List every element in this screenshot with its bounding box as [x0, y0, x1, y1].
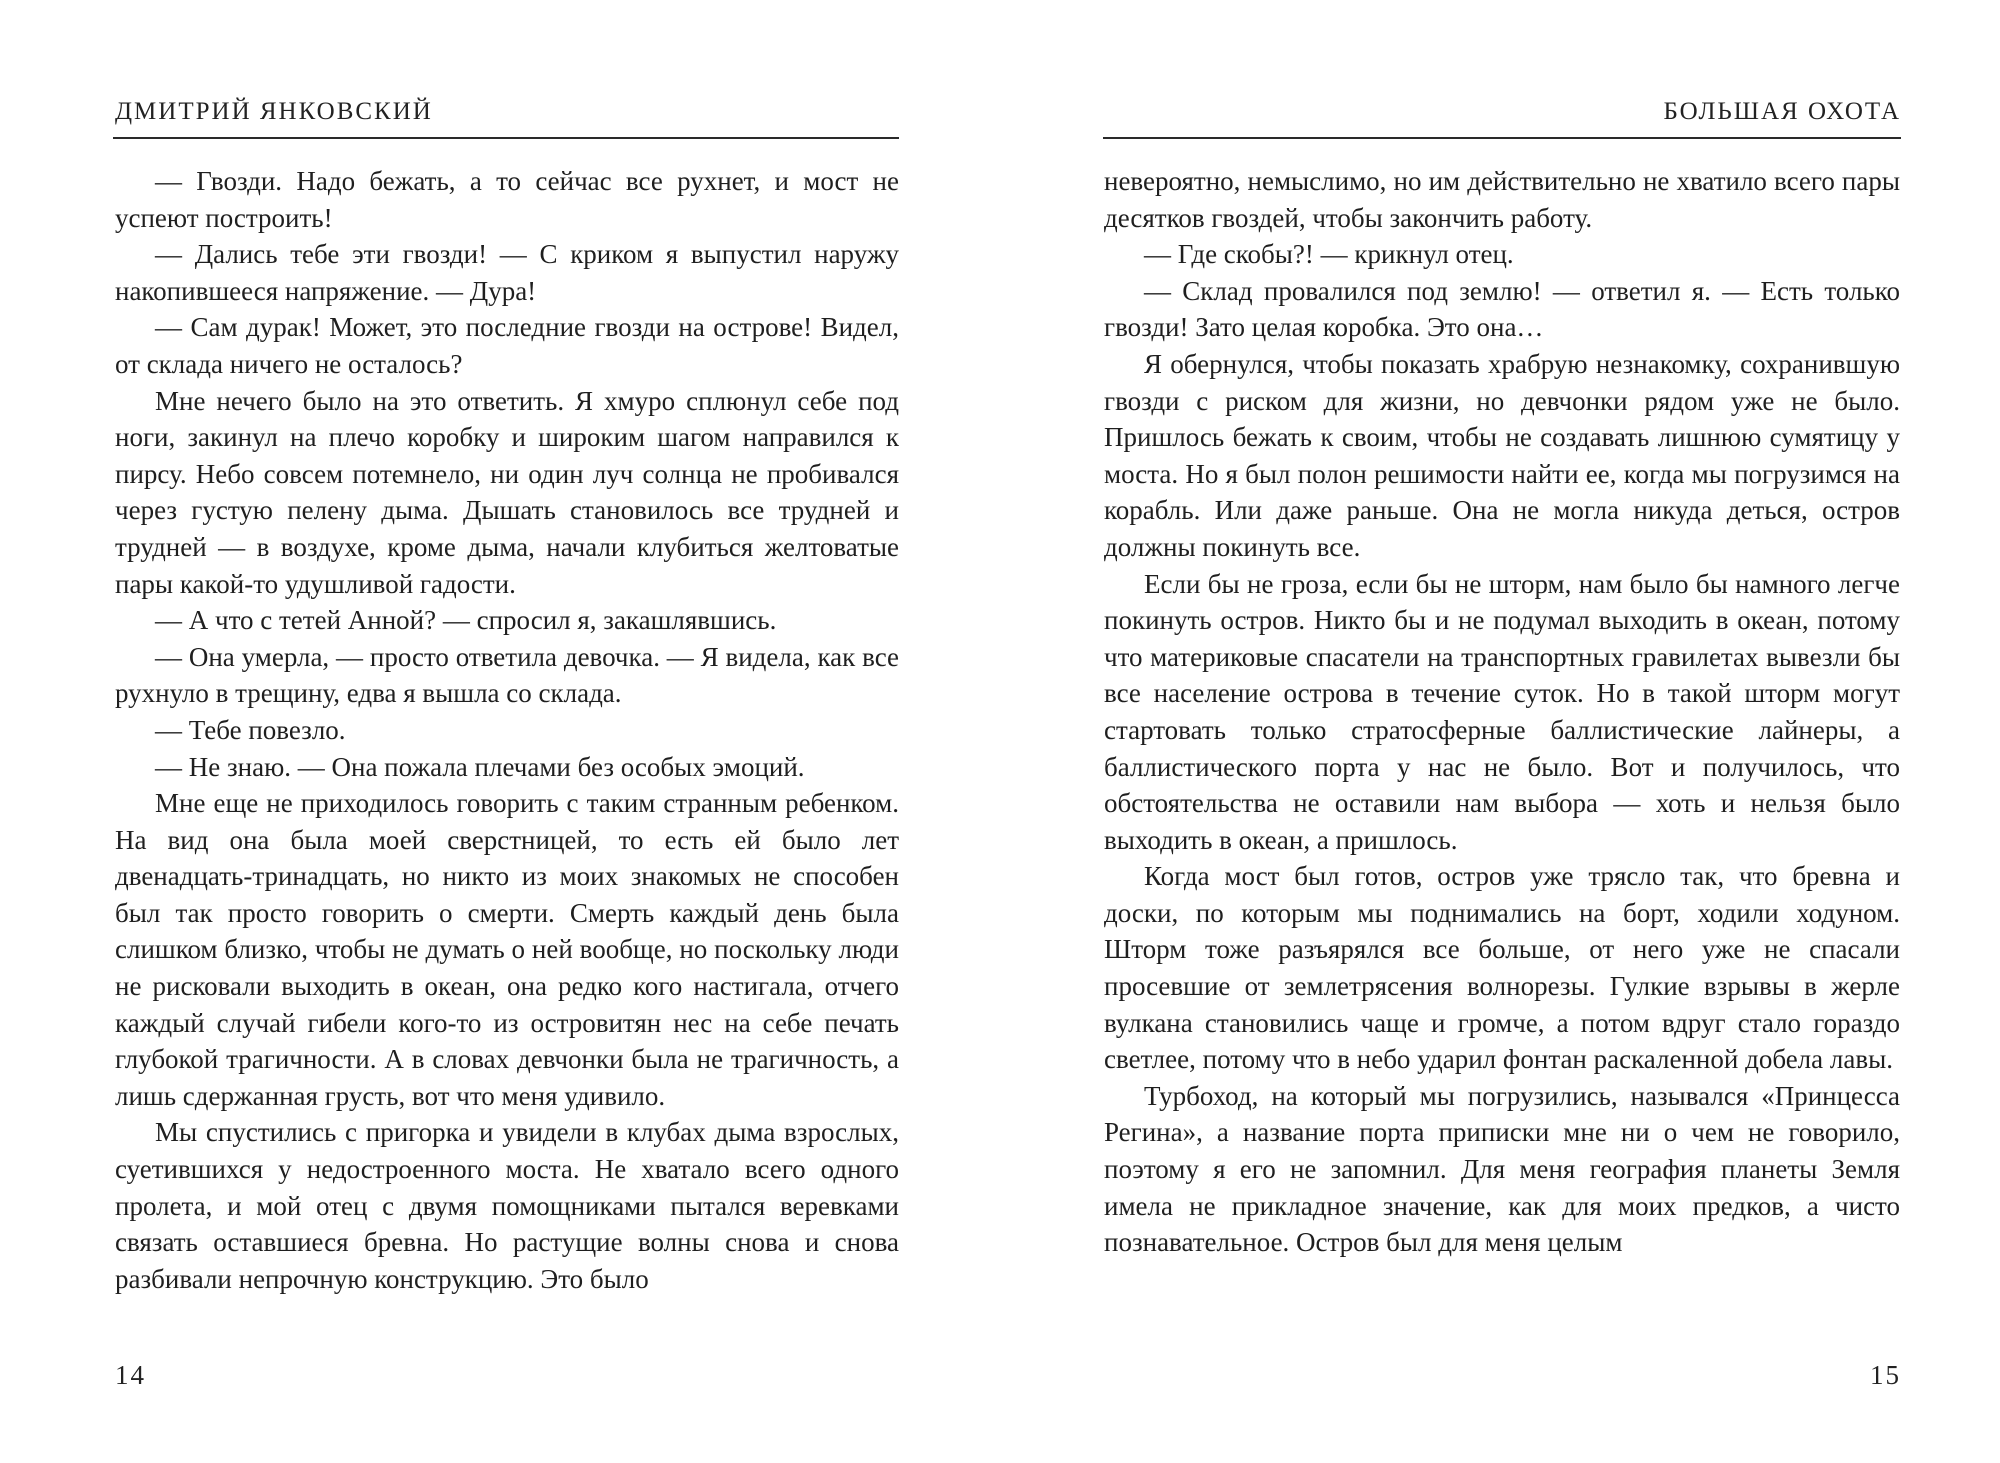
- right-page-text: [1104, 163, 1900, 1261]
- left-page-number: 14: [115, 1360, 146, 1390]
- right-header-rule: [1103, 137, 1901, 139]
- paragraph: Мы спустились с пригорка и увидели в клубах дыма взрослых, суетившихся у недостроенного моста. Не хватало всего одного пролета, и мой отец с двумя помощниками пытался веревками связать оставшиеся бревна. Но растущие волны снова и снова разбивали непрочную конструкцию. Это было: [115, 1117, 899, 1294]
- paragraph-continued: невероятно, немыслимо, но им действительно не хватило всего пары десятков гвоздей, чтобы закончить работу.: [1104, 166, 1900, 233]
- left-running-head: ДМИТРИЙ ЯНКОВСКИЙ: [115, 98, 433, 125]
- right-running-head: БОЛЬШАЯ ОХОТА: [1663, 98, 1901, 125]
- paragraph: — Тебе повезло.: [155, 714, 346, 745]
- paragraph: — Где скобы?! — крикнул отец.: [1144, 239, 1514, 270]
- paragraph: Если бы не гроза, если бы не шторм, нам было бы намного легче покинуть остров. Никто бы и не подумал выходить в океан, потому что материковые спасатели на транспортных гравилетах вывезли бы все население острова в течение суток. Но в такой шторм могут стартовать только стратосферные баллистические лайнеры, а баллистического порта у нас не было. Вот и получилось, что обстоятельства не оставили нам выбора — хоть и нельзя было выходить в океан, а пришлось.: [1104, 568, 1900, 855]
- paragraph: — Гвозди. Надо бежать, а то сейчас все рухнет, и мост не успеют построить!: [115, 166, 899, 233]
- right-page-number: 15: [1870, 1360, 1901, 1390]
- paragraph: Я обернулся, чтобы показать храбрую незнакомку, сохранившую гвозди с риском для жизни, но девчонки рядом уже не было. Пришлось бежать к своим, чтобы не создавать лишнюю сумятицу у моста. Но я был полон решимости найти ее, когда мы погрузимся на корабль. Или даже раньше. Она не могла никуда деться, остров должны покинуть все.: [1104, 348, 1900, 562]
- left-page-text: [115, 163, 899, 1297]
- right-page: [1000, 0, 2000, 1463]
- paragraph: — А что с тетей Анной? — спросил я, закашлявшись.: [155, 605, 777, 636]
- paragraph: Турбоход, на который мы погрузились, назывался «Принцесса Регина», а название порта приписки мне ни о чем не говорило, поэтому я его не запомнил. Для меня география планеты Земля имела не прикладное значение, как для моих предков, а чисто познавательное. Остров был для меня целым: [1104, 1080, 1900, 1258]
- paragraph: Когда мост был готов, остров уже трясло так, что бревна и доски, по которым мы поднимались на борт, ходили ходуном. Шторм тоже разъярялся все больше, от него уже не спасали просевшие от землетрясения волнорезы. Гулкие взрывы в жерле вулкана становились чаще и громче, а потом вдруг стало гораздо светлее, потому что в небо ударил фонтан раскаленной добела лавы.: [1104, 861, 1900, 1075]
- paragraph: — Она умерла, — просто ответила девочка. — Я видела, как все рухнуло в трещину, едва я вышла со склада.: [115, 641, 899, 709]
- paragraph: — Склад провалился под землю! — ответил я. — Есть только гвозди! Зато целая коробка. Это она…: [1104, 275, 1900, 343]
- paragraph: Мне еще не приходилось говорить с таким странным ребенком. На вид она была моей сверстницей, то есть ей было лет двенадцать-тринадцать, но никто из моих знакомых не способен был так просто говорить о смерти. Смерть каждый день была слишком близко, чтобы не думать о ней вообще, но поскольку люди не рисковали выходить в океан, она редко кого настигала, отчего каждый случай гибели кого-то из островитян нес на себе печать глубокой трагичности. А в словах девчонки была не трагичность, а лишь сдержанная грусть, вот что меня удивило.: [115, 788, 899, 1111]
- left-header-rule: [113, 137, 899, 139]
- paragraph: — Дались тебе эти гвозди! — С криком я выпустил наружу накопившееся напряжение. — Дура!: [115, 239, 899, 306]
- paragraph: Мне нечего было на это ответить. Я хмуро сплюнул себе под ноги, закинул на плечо коробку и широким шагом направился к пирсу. Небо совсем потемнело, ни один луч солнца не пробивался через густую пелену дыма. Дышать становилось все трудней и трудней — в воздухе, кроме дыма, начали клубиться желтоватые пары какой-то удушливой гадости.: [115, 385, 899, 599]
- paragraph: — Сам дурак! Может, это последние гвозди на острове! Видел, от склада ничего не осталось?: [115, 312, 899, 379]
- paragraph: — Не знаю. — Она пожала плечами без особых эмоций.: [155, 751, 805, 782]
